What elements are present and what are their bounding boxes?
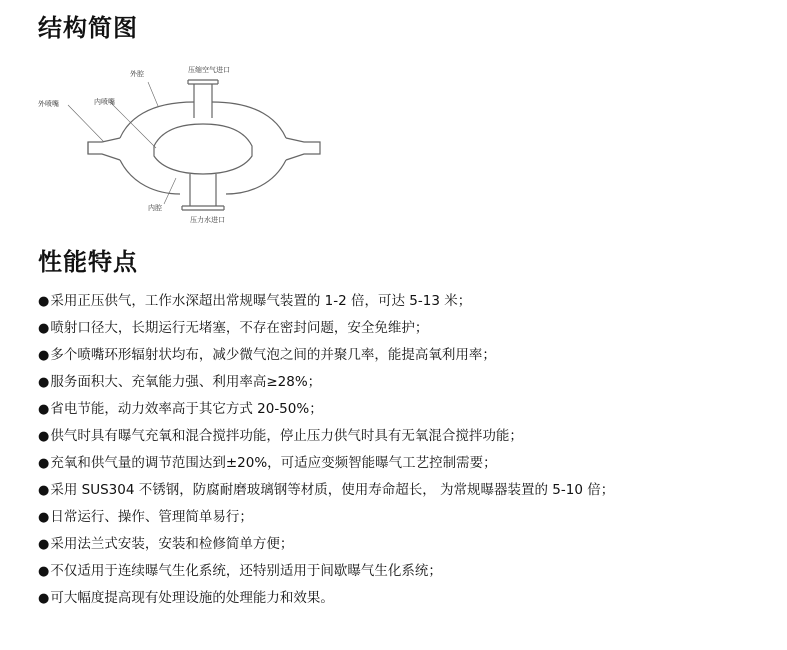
aerator-structure-diagram bbox=[30, 60, 340, 230]
feature-item: ●不仅适用于连续曝气生化系统，还特别适用于间歇曝气生化系统； bbox=[38, 563, 442, 579]
label-water-inlet: 压力水进口 bbox=[190, 216, 225, 224]
bullet-icon: ● bbox=[38, 348, 50, 363]
feature-list bbox=[38, 288, 758, 612]
air-inlet-flange bbox=[188, 80, 218, 84]
feature-item: ●服务面积大、充氧能力强、利用率高≥28%； bbox=[38, 374, 322, 390]
bullet-icon: ● bbox=[38, 402, 50, 417]
feature-item: ●多个喷嘴环形辐射状均布，减少微气泡之间的并聚几率，能提高氧利用率； bbox=[38, 347, 496, 363]
label-inner-cavity: 内腔 bbox=[148, 204, 162, 212]
bullet-icon: ● bbox=[38, 591, 50, 606]
left-nozzle bbox=[88, 138, 120, 160]
bullet-icon: ● bbox=[38, 537, 50, 552]
water-inlet-flange bbox=[182, 206, 224, 210]
feature-item: ●采用正压供气，工作水深超出常规曝气装置的 1-2 倍，可达 5-13 米； bbox=[38, 293, 472, 309]
feature-item: ●喷射口径大，长期运行无堵塞，不存在密封问题，安全免维护； bbox=[38, 320, 429, 336]
feature-item: ●采用 SUS304 不锈钢，防腐耐磨玻璃钢等材质，使用寿命超长， 为常规曝器装置的 5-10 倍； bbox=[38, 482, 615, 498]
bullet-icon: ● bbox=[38, 375, 50, 390]
outer-cavity-shell bbox=[120, 102, 286, 194]
feature-item: ●可大幅度提高现有处理设施的处理能力和效果。 bbox=[38, 590, 334, 606]
label-air-inlet: 压缩空气进口 bbox=[188, 66, 230, 74]
feature-item: ●充氧和供气量的调节范围达到±20%，可适应变频智能曝气工艺控制需要； bbox=[38, 455, 497, 471]
feature-item: ●省电节能，动力效率高于其它方式 20-50%； bbox=[38, 401, 323, 417]
label-outer-nozzle: 外喷嘴 bbox=[38, 100, 59, 108]
bullet-icon: ● bbox=[38, 510, 50, 525]
structure-diagram-title: 结构简图 bbox=[38, 14, 138, 42]
bullet-icon: ● bbox=[38, 483, 50, 498]
bullet-icon: ● bbox=[38, 294, 50, 309]
bullet-icon: ● bbox=[38, 429, 50, 444]
feature-item: ●采用法兰式安装，安装和检修简单方便； bbox=[38, 536, 294, 552]
air-inlet-pipe bbox=[194, 84, 212, 118]
label-inner-nozzle: 内喷嘴 bbox=[94, 98, 115, 106]
features-title: 性能特点 bbox=[38, 248, 138, 276]
inner-cavity-shell bbox=[154, 124, 252, 174]
water-inlet-pipe bbox=[190, 174, 216, 206]
label-outer-cavity: 外腔 bbox=[130, 70, 144, 78]
bullet-icon: ● bbox=[38, 564, 50, 579]
feature-item: ●供气时具有曝气充氧和混合搅拌功能，停止压力供气时具有无氧混合搅拌功能； bbox=[38, 428, 523, 444]
feature-item: ●日常运行、操作、管理简单易行； bbox=[38, 509, 253, 525]
bullet-icon: ● bbox=[38, 321, 50, 336]
right-nozzle bbox=[286, 138, 320, 160]
bullet-icon: ● bbox=[38, 456, 50, 471]
